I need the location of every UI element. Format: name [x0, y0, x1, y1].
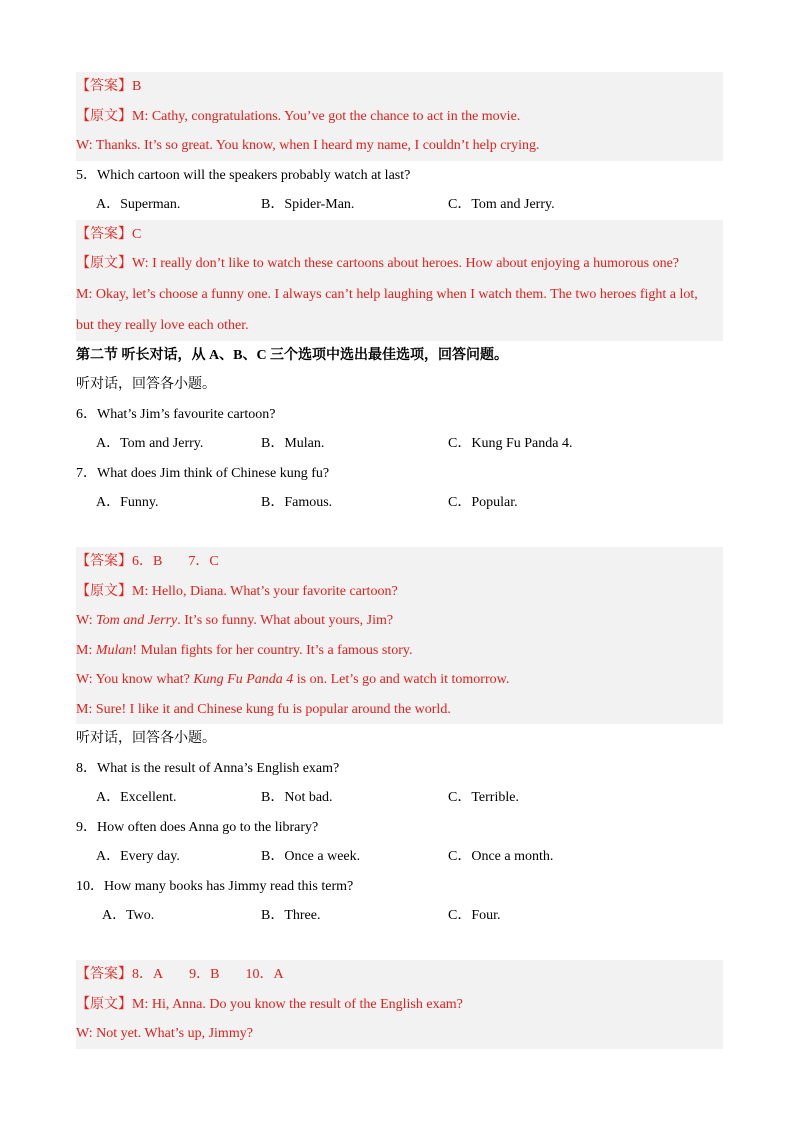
option-b: B．Once a week. [261, 849, 361, 864]
question-5-options [76, 190, 723, 220]
option-b: B．Three. [261, 908, 321, 923]
transcript-line: 【原文】M: Cathy, congratulations. You’ve got the chance to act in the movie. [76, 108, 521, 124]
option-c: C．Once a month. [448, 849, 554, 864]
option-a: A．Two. [102, 908, 155, 923]
document-page [76, 72, 723, 1049]
section-heading: 第二节 听长对话，从 A、B、C 三个选项中选出最佳选项，回答问题。 [76, 347, 509, 363]
transcript-line: M: Okay, let’s choose a funny one. I always can’t help laughing when I watch them. The two heroes fight a lot, [76, 286, 698, 302]
transcript-line: M: Sure! I like it and Chinese kung fu is popular around the world. [76, 701, 451, 717]
transcript-line: W: Thanks. It’s so great. You know, when I heard my name, I couldn’t help crying. [76, 138, 540, 153]
option-c: C．Four. [448, 908, 501, 923]
option-b: B．Mulan. [261, 436, 325, 451]
option-c: C．Tom and Jerry. [448, 197, 555, 212]
cartoon-title: Mulan [95, 642, 133, 658]
answer-line: 【答案】C [76, 226, 142, 242]
question-10: 10．How many books has Jimmy read this term? [76, 878, 354, 894]
option-c: C．Popular. [448, 495, 518, 510]
question-6-options [76, 429, 723, 459]
answer-line: 【答案】6．B 7．C [76, 554, 219, 569]
option-c: C．Terrible. [448, 790, 519, 805]
option-a: A．Every day. [96, 849, 180, 864]
question-9-options [76, 842, 723, 872]
option-a: A．Excellent. [96, 790, 177, 805]
answer-line: 【答案】8．A 9．B 10．A [76, 967, 284, 982]
option-b: B．Spider-Man. [261, 197, 355, 212]
transcript-line: but they really love each other. [76, 317, 249, 333]
question-6: 6．What’s Jim’s favourite cartoon? [76, 406, 276, 422]
option-b: B．Famous. [261, 495, 333, 510]
question-9: 9．How often does Anna go to the library? [76, 819, 319, 835]
option-b: B．Not bad. [261, 790, 333, 805]
instruction: 听对话，回答各小题。 [76, 377, 216, 392]
transcript-line: 【原文】M: Hi, Anna. Do you know the result of the English exam? [76, 996, 463, 1012]
answer-block-2 [76, 220, 723, 341]
answer-block-4 [76, 960, 723, 1049]
question-5: 5．Which cartoon will the speakers probably watch at last? [76, 167, 411, 183]
question-8-options [76, 783, 723, 813]
answer-block-1 [76, 72, 723, 161]
spacer [76, 518, 723, 548]
instruction: 听对话，回答各小题。 [76, 731, 216, 746]
option-a: A．Funny. [96, 495, 159, 510]
option-a: A．Superman. [96, 197, 181, 212]
transcript-line: W: Tom and Jerry. It’s so funny. What about yours, Jim? [76, 613, 394, 628]
question-7-options [76, 488, 723, 518]
question-10-options [76, 901, 723, 931]
spacer [76, 931, 723, 961]
transcript-line: W: You know what? Kung Fu Panda 4 is on. Let’s go and watch it tomorrow. [76, 672, 510, 687]
transcript-line: 【原文】M: Hello, Diana. What’s your favorite cartoon? [76, 583, 398, 599]
transcript-line: W: Not yet. What’s up, Jimmy? [76, 1026, 253, 1041]
answer-block-3 [76, 547, 723, 724]
question-7: 7．What does Jim think of Chinese kung fu? [76, 465, 330, 481]
question-8: 8．What is the result of Anna’s English exam? [76, 760, 340, 776]
answer-line: 【答案】B [76, 79, 142, 94]
transcript-line: 【原文】W: I really don’t like to watch these cartoons about heroes. How about enjoying a humorous one? [76, 256, 680, 271]
cartoon-title: Kung Fu Panda 4 [193, 672, 294, 687]
cartoon-title: Tom and Jerry [96, 613, 178, 628]
option-a: A．Tom and Jerry. [96, 436, 204, 451]
transcript-line: M: Mulan! Mulan fights for her country. It’s a famous story. [76, 642, 413, 658]
option-c: C．Kung Fu Panda 4. [448, 436, 573, 451]
